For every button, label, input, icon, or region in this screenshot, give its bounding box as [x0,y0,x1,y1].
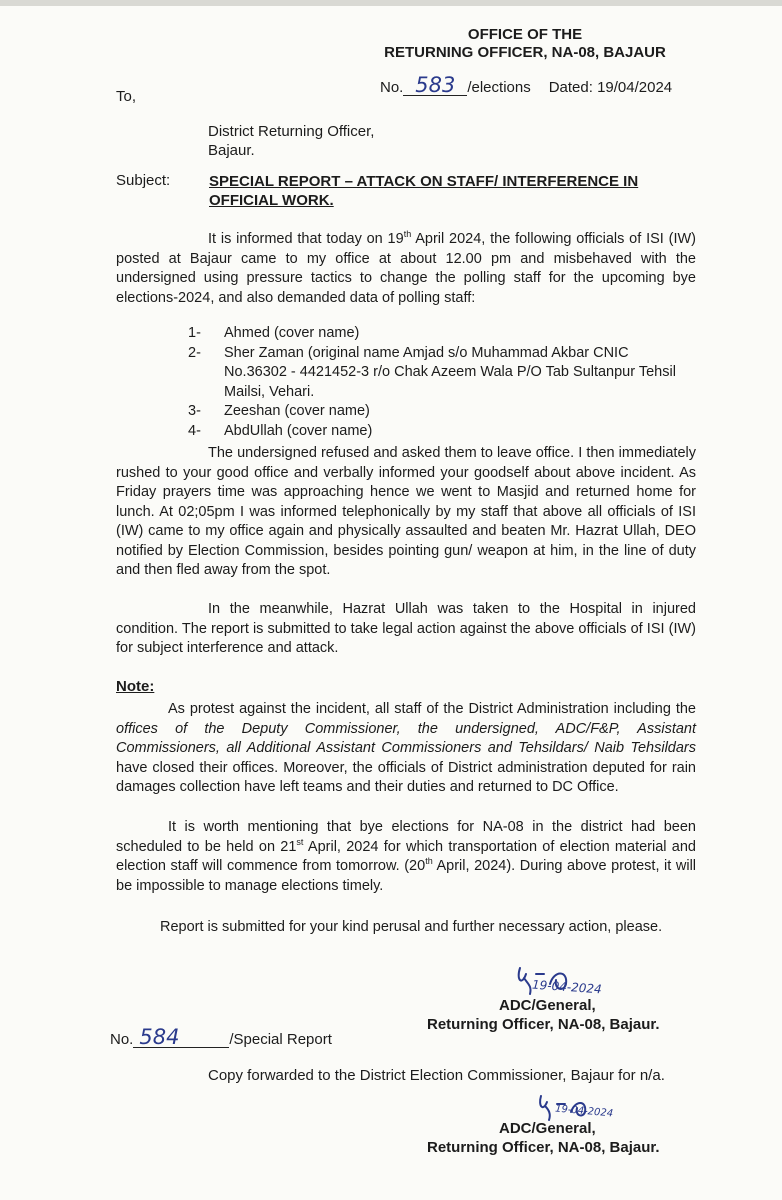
p1-part-a: It is informed that today on 19 [208,231,404,247]
p4-part-c: April, 2024). During above protest, it will be impossible to manage elections timely. [116,858,697,894]
list-text: Zeeshan (cover name) [224,403,370,419]
addressee [208,122,374,160]
list-num: 3- [188,403,201,419]
ref2-suffix: /Special Report [229,1031,332,1048]
paragraph-2: The undersigned refused and asked them to leave office. I then immediately rushed to your good office and verbally informed your goodself about above incident. As Friday prayers time was approaching hence we went to Masjid and returned home for lunch. At 02;05pm I was informed telephonically by my staff that above all officials of ISI (IW) came to my office again and physically assaulted and beaten Mr. Hazrat Ullah, DEO notified by Election Commission, besides pointing gun/ weapon at him, in the line of duty and then fled away from the spot. [116,445,696,578]
to-label: To, [116,88,137,105]
ref2-no-label: No. [110,1031,134,1048]
addressee-line1: District Returning Officer, [208,123,375,140]
sig2-line1: ADC/General, [499,1120,596,1137]
list-num: 2- [188,344,201,361]
list-num: 1- [188,325,201,341]
sig1-line1: ADC/General, [499,997,596,1014]
list-item [188,344,688,403]
copy-forward-line: Copy forwarded to the District Election Commissioner, Bajaur for n/a. [208,1067,665,1084]
ref-suffix: /elections [467,79,531,96]
sig2-date: 19-04-2024 [554,1103,614,1120]
paragraph-5: Report is submitted for your kind perusal and further necessary action, please. [160,919,663,935]
sig1-line2: Returning Officer, NA-08, Bajaur. [427,1016,660,1033]
subject-text: SPECIAL REPORT – ATTACK ON STAFF/ INTERFERENCE IN OFFICIAL WORK. [209,173,639,209]
ref-date: Dated: 19/04/2024 [548,79,673,96]
reference-line-2 [110,1025,332,1049]
note-part-a: As protest against the incident, all staff of the District Administration including the [168,701,696,717]
note-italic: offices of the Deputy Commissioner, the undersigned, ADC/F&P, Assistant Commissioners, all Additional Assistant Commissioners and Tehsildars/ Naib Tehsildars [116,720,696,756]
office-header [380,26,670,62]
list-text: Sher Zaman (original name Amjad s/o Muhammad Akbar CNIC No.36302 - 4421452-3 r/o Chak Azeem Wala P/O Tab Sultanpur Tehsil Mailsi, Vehari. [224,344,676,400]
signature-block-2 [427,1119,677,1157]
p4-part-b: April, 2024 for which transportation of election material and election staff will commence from tomorrow. (20 [116,838,696,874]
p4-part-a: It is worth mentioning that bye elections for NA-08 in the district had been scheduled to be held on 21 [116,819,696,855]
paragraph-3: In the meanwhile, Hazrat Ullah was taken to the Hospital in injured condition. The report is submitted to take legal action against the above officials of ISI (IW) for subject interference and attack. [116,601,696,656]
list-text: AbdUllah (cover name) [224,422,373,439]
p1-sup: th [403,229,412,240]
ref-number: 583 [403,76,467,96]
paragraph-4 [116,818,696,896]
ref2-number: 584 [133,1028,229,1048]
addressee-line2: Bajaur. [208,142,255,159]
sig1-date: 19-04-2024 [531,977,603,997]
header-line2: RETURNING OFFICER, NA-08, BAJAUR [384,44,666,61]
p1-part-b: April 2024, the following officials of ISI (IW) posted at Bajaur came to my office at about 12.00 pm and misbehaved with the undersigned using pressure tactics to change the polling staff for the upcoming bye elections-2024, and also demanded data of polling staff: [116,231,696,306]
sig2-line2: Returning Officer, NA-08, Bajaur. [427,1139,660,1156]
reference-line [380,73,680,97]
ref-no-label: No. [380,79,404,96]
list-text: Ahmed (cover name) [224,325,360,341]
p4-sup2: th [425,856,433,867]
list-item [188,324,688,344]
scan-edge [0,0,782,6]
list-num: 4- [188,422,201,439]
subject-label: Subject: [116,172,171,189]
signature-block-1 [427,996,677,1034]
officials-list [188,324,688,441]
note-part-b: have closed their offices. Moreover, the officials of District administration deputed for rain damages collection have left teams and their duties and returned to DC Office. [116,759,696,795]
p4-sup1: st [296,836,304,847]
list-item [188,402,688,422]
header-line1: OFFICE OF THE [467,26,583,43]
note-paragraph [116,700,696,798]
note-label: Note: [116,678,155,695]
list-item [188,422,688,442]
paragraph-1 [116,230,696,308]
